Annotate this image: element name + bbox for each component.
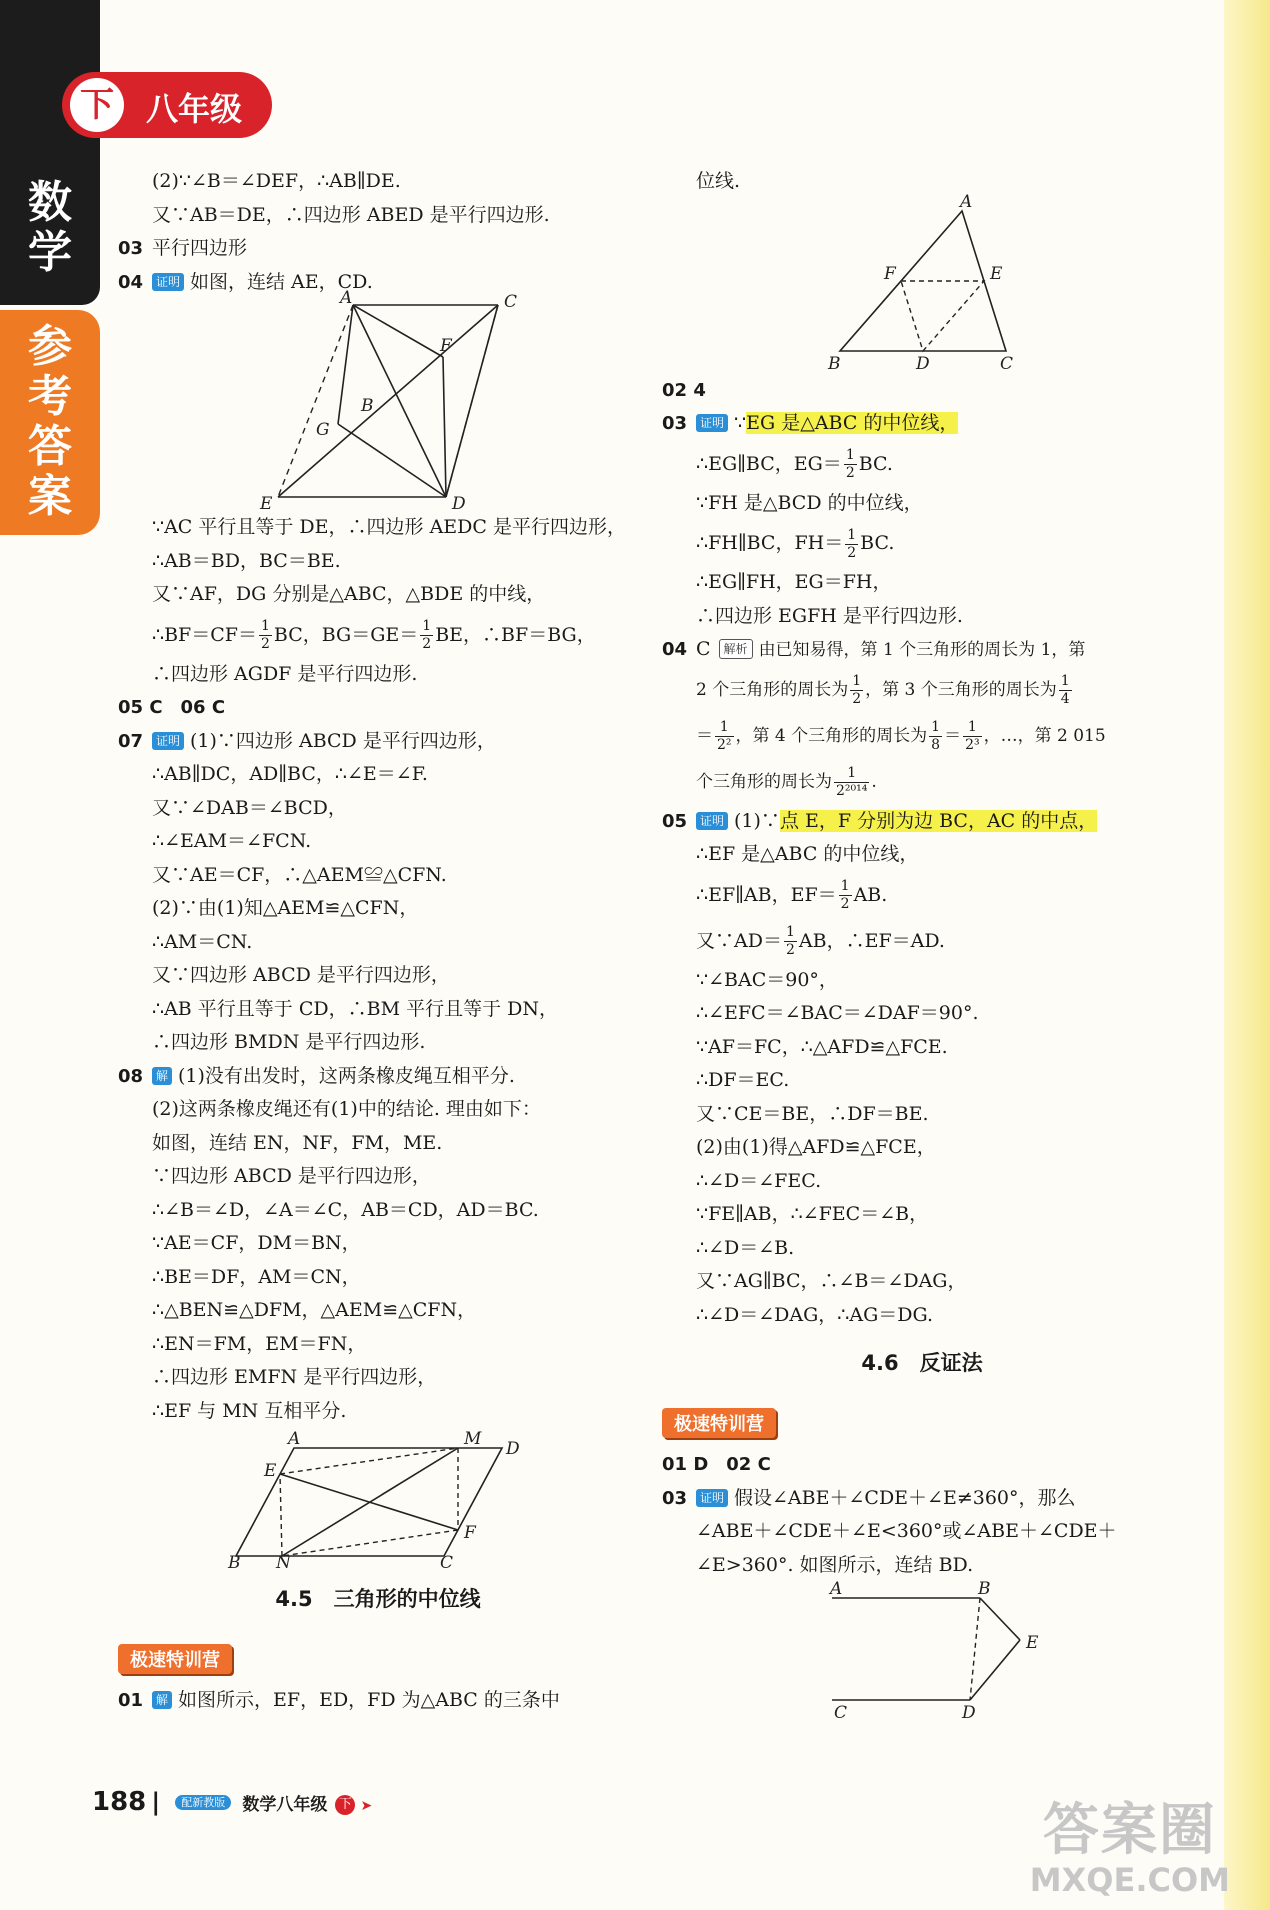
answer-text: 平行四边形	[152, 237, 248, 259]
question-number: 03	[662, 1487, 688, 1509]
answer-text: 又∵AD＝	[696, 929, 782, 952]
question-number: 01	[118, 1690, 144, 1711]
answer-line: ∴EF 是△ABC 的中位线，	[696, 843, 919, 865]
question-number: 04	[662, 639, 688, 660]
point-label: F	[464, 1523, 476, 1543]
fraction: $\frac{1}{8}$	[931, 718, 941, 753]
question-number: 07	[118, 730, 144, 752]
answer-line: 又∵AB＝DE，∴四边形 ABED 是平行四边形.	[152, 203, 550, 226]
answer-line: ∵AF＝FC，∴△AFD≌△FCE.	[696, 1035, 948, 1058]
answer-text: ∴EF∥AB，EF＝	[696, 883, 837, 906]
question-number: 05	[662, 810, 688, 832]
right-column	[662, 165, 1182, 1722]
question-05-06: 05 C 06 C	[118, 697, 226, 718]
answer-line: (2)由(1)得△AFD≌△FCE，	[696, 1136, 936, 1158]
answer-line: ∵FH 是△BCD 的中位线，	[696, 491, 923, 514]
highlighted-text: EG 是△ABC 的中位线，	[746, 412, 959, 434]
point-label: E	[260, 494, 273, 514]
answer-line: ∴四边形 AGDF 是平行四边形.	[152, 662, 418, 685]
point-label: A	[288, 1429, 301, 1449]
answer-line: ∠E>360°. 如图所示，连结 BD.	[696, 1553, 974, 1576]
point-label: F	[884, 263, 896, 284]
page-number: 188	[92, 1787, 147, 1817]
answer-line	[662, 872, 1182, 918]
answer-text: 如图所示，EF，ED，FD 为△ABC 的三条中	[178, 1689, 560, 1711]
answer-line: ∴DF＝EC.	[696, 1069, 790, 1091]
answer-text: ＝	[696, 725, 713, 746]
question-02: 02 4	[662, 379, 706, 401]
answer-line	[662, 759, 1182, 805]
training-banner: 极速特训营	[662, 1408, 776, 1438]
answer-line: ∵AC 平行且等于 DE，∴四边形 AEDC 是平行四边形，	[152, 516, 626, 538]
question-04	[118, 266, 638, 300]
answer-text: 如图，连结 AE，CD.	[190, 270, 373, 293]
fraction: $\frac{1}{4}$	[1060, 672, 1070, 707]
section-char: 答	[28, 421, 72, 472]
fraction: $\frac{1}{2}$	[785, 924, 795, 958]
point-label: D	[452, 494, 466, 514]
answer-line: 位线.	[696, 170, 741, 192]
answer-text: 由已知易得，第 1 个三角形的周长为 1，第	[758, 640, 1086, 660]
answer-text: BE，∴BF＝BG，	[435, 623, 596, 646]
answer-text: 2 个三角形的周长为	[696, 679, 849, 700]
question-08	[118, 1060, 638, 1094]
subject-char: 学	[28, 227, 72, 278]
answer-line: 又∵CE＝BE，∴DF＝BE.	[696, 1102, 929, 1125]
answer-line: 又∵AE＝CF，∴△AEM≌△CFN.	[152, 863, 447, 886]
point-label: D	[962, 1703, 976, 1723]
answer-line: (2)∵∠B＝∠DEF，∴AB∥DE.	[152, 170, 401, 192]
grade-badge-volume: 下	[70, 78, 124, 132]
answer-line	[662, 667, 1182, 713]
answer-line	[662, 520, 1182, 566]
fraction: $\frac{1}{2}$	[840, 878, 850, 912]
point-label: G	[316, 420, 330, 440]
watermark-url: MXQE.COM	[1029, 1861, 1230, 1899]
question-05	[662, 805, 1182, 839]
answer-line: ∴△BEN≌△DFM，△AEM≌△CFN，	[152, 1299, 477, 1321]
question-01-02: 01 D 02 C	[662, 1454, 771, 1475]
point-label: E	[990, 263, 1003, 284]
question-number: 03	[662, 413, 688, 434]
point-label: C	[834, 1703, 848, 1723]
point-label: D	[506, 1439, 520, 1459]
question-number: 04	[118, 271, 144, 293]
answer-line: ∠ABE＋∠CDE＋∠E<360°或∠ABE＋∠CDE＋	[696, 1520, 1117, 1542]
answer-line: 又∵AG∥BC，∴∠B＝∠DAG，	[696, 1270, 967, 1292]
answer-text: .	[871, 771, 877, 792]
answer-line: ∴四边形 EGFH 是平行四边形.	[696, 604, 963, 627]
point-label: A	[960, 191, 973, 212]
question-number: 03	[118, 238, 144, 259]
fraction: $\frac{1}{2}$	[422, 618, 432, 652]
fraction: $\frac{1}{2}$	[260, 618, 270, 652]
proof-tag: 证明	[696, 414, 728, 432]
answer-text: 个三角形的周长为	[696, 771, 832, 792]
answer-text: (1)∵四边形 ABCD 是平行四边形，	[190, 729, 496, 752]
answer-line: ∴∠B＝∠D，∠A＝∠C，AB＝CD，AD＝BC.	[152, 1198, 539, 1221]
question-04	[662, 633, 1182, 667]
proof-tag: 证明	[152, 273, 184, 291]
answer-text: ＝	[944, 725, 962, 746]
answer-line: (2)∵由(1)知△AEM≌△CFN，	[152, 897, 419, 919]
answer-line: ∴EG∥FH，EG＝FH，	[696, 571, 892, 593]
point-label: A	[830, 1579, 843, 1599]
proof-tag: 证明	[152, 732, 184, 750]
answer-text: (1)没有出发时，这两条橡皮绳互相平分.	[178, 1064, 515, 1087]
answer-line: 又∵∠DAB＝∠BCD，	[152, 796, 347, 819]
fraction: $\frac{1}{\text{2²}}$	[717, 718, 732, 753]
answer-line: ∴AB 平行且等于 CD，∴BM 平行且等于 DN，	[152, 997, 558, 1020]
answer-line: ∵FE∥AB，∴∠FEC＝∠B，	[696, 1203, 929, 1225]
figure-q08	[118, 1428, 638, 1573]
answer-line: ∴EF 与 MN 互相平分.	[152, 1399, 347, 1422]
point-label: B	[828, 353, 841, 374]
solution-tag: 解	[152, 1691, 172, 1709]
point-label: E	[1026, 1633, 1039, 1653]
edition-tag: 配新教版	[175, 1795, 231, 1810]
volume-badge: 下	[335, 1795, 355, 1815]
point-label: M	[464, 1429, 482, 1449]
left-column	[118, 165, 638, 1718]
answer-line	[662, 918, 1182, 964]
point-label: B	[361, 396, 374, 416]
point-label: D	[916, 353, 930, 374]
answer-line: 又∵四边形 ABCD 是平行四边形，	[152, 964, 450, 986]
training-banner: 极速特训营	[118, 1644, 232, 1674]
answer-line: ∴∠D＝∠DAG，∴AG＝DG.	[696, 1303, 934, 1326]
section-char: 参	[28, 321, 72, 372]
answer-line: ∴EN＝FM，EM＝FN，	[152, 1332, 367, 1355]
page-edge-strip	[1224, 0, 1270, 1910]
highlighted-text: 点 E，F 分别为边 BC，AC 的中点，	[779, 809, 1098, 832]
answer-text: BC.	[860, 532, 895, 554]
point-label: F	[440, 336, 452, 356]
subject-char: 数	[28, 177, 72, 228]
proof-tag: 证明	[696, 812, 728, 830]
answer-text: 假设∠ABE＋∠CDE＋∠E≠360°，那么	[734, 1486, 1076, 1509]
question-number: 08	[118, 1065, 144, 1087]
answer-line: ∴∠EFC＝∠BAC＝∠DAF＝90°.	[696, 1002, 979, 1024]
answer-line: ∴∠D＝∠FEC.	[696, 1169, 822, 1192]
section-heading: 4.6 反证法	[861, 1351, 983, 1375]
question-03	[662, 407, 1182, 441]
grade-badge-label: 八年级	[146, 90, 243, 128]
analysis-tag: 解析	[719, 639, 753, 659]
watermark-logo: 答案圈	[1042, 1798, 1217, 1863]
answer-text: BC.	[858, 452, 893, 475]
answer-text: ，…，第 2 015	[983, 725, 1106, 746]
page-footer: 188 | $^{配新教版}$ 数学八年级 下 ➤	[92, 1787, 373, 1817]
answer-text: AB.	[853, 883, 888, 906]
figure-q04	[118, 288, 638, 514]
point-label: C	[440, 1553, 454, 1573]
answer-choice: C	[696, 638, 711, 660]
answer-line	[662, 713, 1182, 759]
point-label: B	[978, 1579, 991, 1599]
figure-parallel-lines	[662, 1579, 1182, 1723]
answer-line: 又∵AF，DG 分别是△ABC，△BDE 的中线，	[152, 583, 546, 605]
answer-text: AB，∴EF＝AD.	[798, 929, 945, 952]
section-char: 考	[28, 371, 72, 422]
answer-line	[118, 612, 638, 658]
answer-line	[662, 441, 1182, 487]
answer-line: ∵AE＝CF，DM＝BN，	[152, 1232, 361, 1254]
watermark	[1030, 1800, 1230, 1898]
fraction: $\frac{1}{\text{2³}}$	[965, 718, 980, 753]
point-label: C	[1000, 353, 1014, 374]
fraction: $\frac{1}{2}$	[845, 447, 855, 481]
answer-line: ∵四边形 ABCD 是平行四边形，	[152, 1165, 431, 1187]
answer-text: ∵	[734, 412, 747, 434]
point-label: E	[264, 1461, 277, 1481]
answer-text: ，第 4 个三角形的周长为	[735, 725, 928, 746]
fraction: $\frac{1}{2}$	[847, 526, 857, 561]
answer-line: ∴∠D＝∠B.	[696, 1236, 795, 1259]
answer-text: BC，BG＝GE＝	[273, 623, 419, 646]
arrow-icon: ➤	[360, 1798, 373, 1814]
answer-line: ∴四边形 EMFN 是平行四边形，	[152, 1366, 437, 1388]
point-label: C	[504, 292, 518, 312]
answer-line: ∴AM＝CN.	[152, 930, 253, 953]
book-title: 数学八年级	[242, 1795, 328, 1815]
point-label: N	[276, 1553, 291, 1573]
answer-line: ∴BE＝DF，AM＝CN，	[152, 1265, 361, 1288]
answer-line: ∴四边形 BMDN 是平行四边形.	[152, 1031, 426, 1053]
answer-text: ，第 3 个三角形的周长为	[865, 679, 1057, 700]
fraction: $\frac{1}{2}$	[852, 672, 862, 707]
proof-tag: 证明	[696, 1489, 728, 1507]
answer-text: ∴BF＝CF＝	[152, 623, 257, 646]
solution-tag: 解	[152, 1067, 172, 1085]
fraction: $\frac{1}{\text{2²⁰¹⁴}}$	[836, 764, 868, 799]
answer-line: ∵∠BAC＝90°，	[696, 968, 838, 991]
answer-line: ∴AB＝BD，BC＝BE.	[152, 549, 341, 572]
answer-line: 如图，连结 EN，NF，FM，ME.	[152, 1131, 443, 1154]
question-03	[662, 1482, 1182, 1516]
answer-text: ∴EG∥BC，EG＝	[696, 452, 842, 475]
answer-text: (1)∵	[734, 809, 780, 832]
answer-text: ∴FH∥BC，FH＝	[696, 532, 844, 554]
point-label: A	[340, 288, 353, 308]
section-heading: 4.5 三角形的中位线	[275, 1587, 481, 1611]
question-01	[118, 1684, 638, 1718]
section-char: 案	[28, 471, 72, 522]
answer-line: ∴∠EAM＝∠FCN.	[152, 830, 312, 852]
figure-midline-triangle	[662, 191, 1182, 374]
question-03	[118, 232, 638, 266]
point-label: B	[228, 1553, 241, 1573]
question-07	[118, 725, 638, 759]
answer-line: ∴AB∥DC，AD∥BC，∴∠E＝∠F.	[152, 763, 428, 785]
answer-line: (2)这两条橡皮绳还有(1)中的结论. 理由如下：	[152, 1098, 541, 1120]
